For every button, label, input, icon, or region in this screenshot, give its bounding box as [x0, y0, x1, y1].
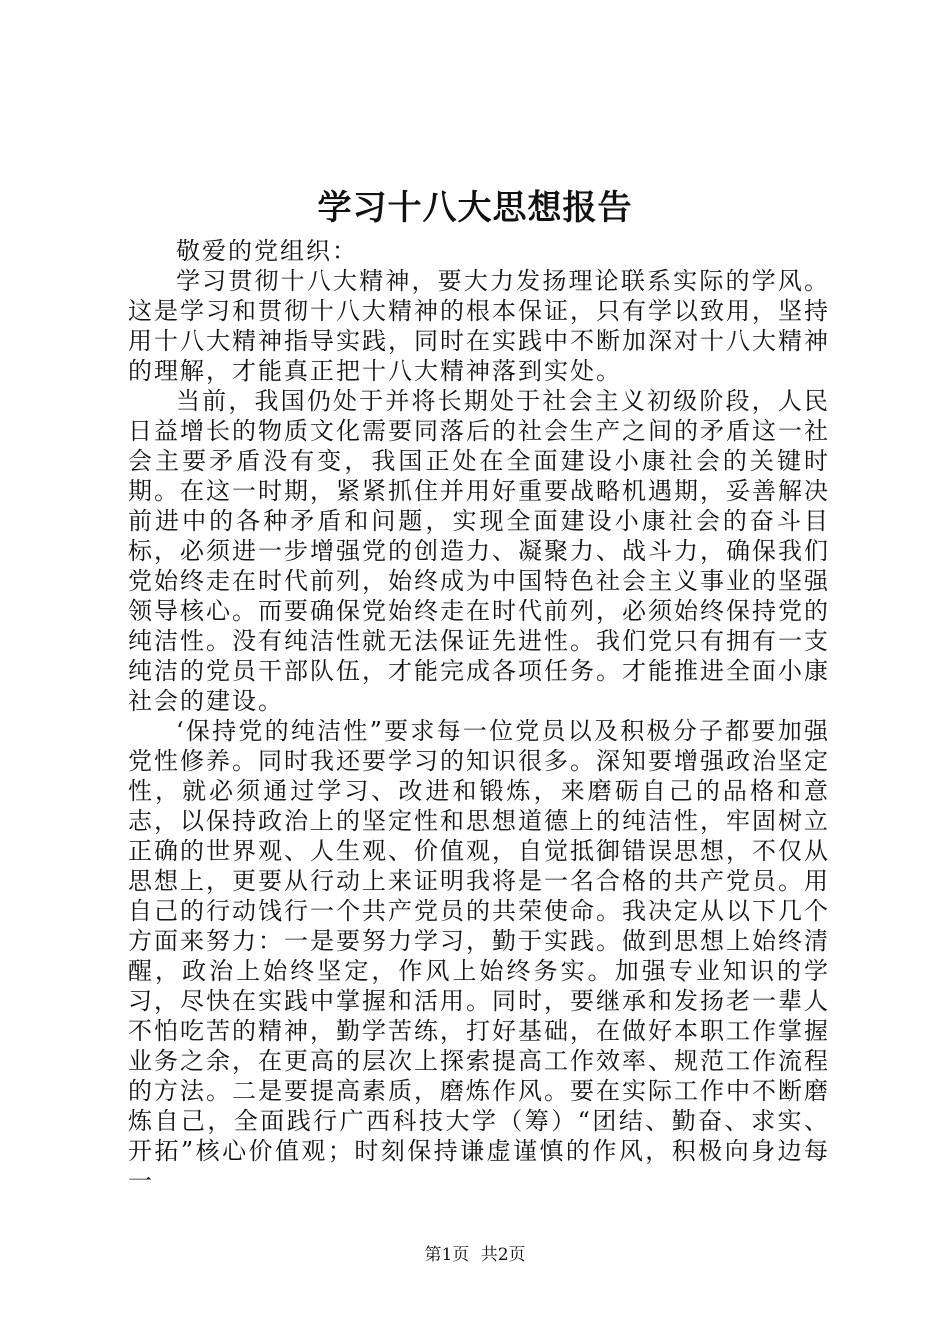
document-body — [128, 236, 830, 1196]
page-footer — [0, 1243, 950, 1267]
paragraph-1: 学习贯彻十八大精神，要大力发扬理论联系实际的学风。这是学习和贯彻十八大精神的根本保证，只有学以致用，坚持用十八大精神指导实践，同时在实践中不断加深对十八大精神的理解，才能真正把十八大精神落到实处。 — [128, 267, 830, 385]
page-total: 共2页 — [480, 1245, 526, 1265]
paragraph-2: 当前，我国仍处于并将长期处于社会主义初级阶段，人民日益增长的物质文化需要同落后的社会生产之间的矛盾这一社会主要矛盾没有变，我国正处在全面建设小康社会的关键时期。在这一时期，紧紧抓住并用好重要战略机遇期，妥善解决前进中的各种矛盾和问题，实现全面建设小康社会的奋斗目标，必须进一步增强党的创造力、凝聚力、战斗力，确保我们党始终走在时代前列，始终成为中国特色社会主义事业的坚强领导核心。而要确保党始终走在时代前列，必须始终保持党的纯洁性。没有纯洁性就无法保证先进性。我们党只有拥有一支纯洁的党员干部队伍，才能完成各项任务。才能推进全面小康社会的建设。 — [128, 387, 830, 715]
page-number: 第1页 — [424, 1245, 470, 1265]
paragraph-3: ‘保持党的纯洁性”要求每一位党员以及积极分子都要加强党性修养。同时我还要学习的知识很多。深知要增强政治坚定性，就必须通过学习、改进和锻炼，来磨砺自己的品格和意志，以保持政治上的坚定性和思想道德上的纯洁性，牢固树立正确的世界观、人生观、价值观，自觉抵御错误思想，不仅从思想上，更要从行动上来证明我将是一名合格的共产党员。用自己的行动饯行一个共产党员的共荣使命。我决定从以下几个方面来努力：一是要努力学习，勤于实践。做到思想上始终清醒，政治上始终坚定，作风上始终务实。加强专业知识的学习，尽快在实践中掌握和活用。同时，要继承和发扬老一辈人不怕吃苦的精神，勤学苦练，打好基础，在做好本职工作掌握业务之余，在更高的层次上探索提高工作效率、规范工作流程的方法。二是要提高素质，磨炼作风。要在实际工作中不断磨炼自己，全面践行广西科技大学（筹）“团结、勤奋、求实、开拓”核心价值观；时刻保持谦虚谨慎的作风，积极向身边每一 — [128, 717, 830, 1195]
document-title: 学习十八大思想报告 — [317, 188, 633, 228]
greeting: 敬爱的党组织： — [176, 237, 358, 265]
